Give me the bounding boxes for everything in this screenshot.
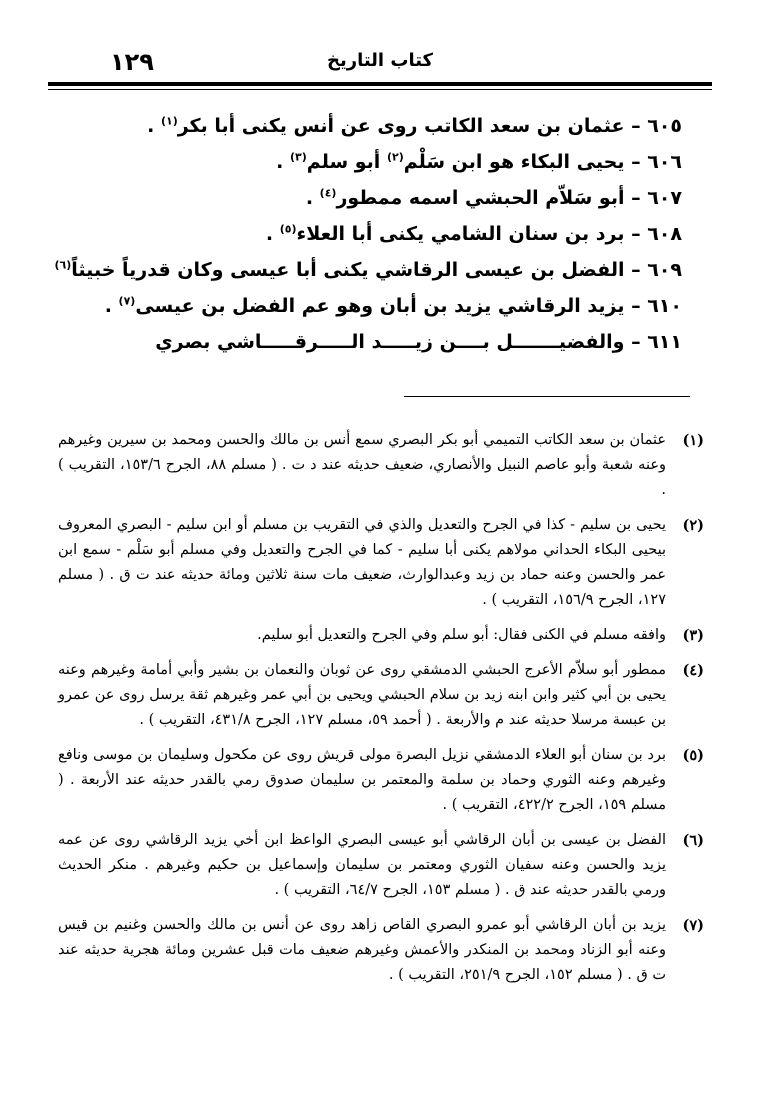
entry-608: ٦٠٨ – برد بن سنان الشامي يكنى أبا العلاء$^{(٥)}$ .	[265, 222, 682, 245]
footnote	[58, 428, 704, 503]
footnote-mark: (٦)	[682, 832, 704, 849]
footnote-text: عثمان بن سعد الكاتب التميمي أبو بكر البصري سمع أنس بن مالك والحسن ومحمد بن سيرين وغيرهم وعنه شعبة وأبو عاصم النبيل والأنصاري، ضعيف حديثه عند د ت . ( مسلم ٨٨، الجرح ١٥٣/٦، التقريب ) .	[58, 432, 666, 498]
header-rule-thick	[48, 82, 712, 86]
entry-606: ٦٠٦ – يحيى البكاء هو ابن سَلْم$^{(٢)}$ أبو سلم$^{(٣)}$ .	[276, 150, 682, 173]
footnote-text: يزيد بن أبان الرقاشي أبو عمرو البصري القاص زاهد روى عن أنس بن مالك والحسن وغنيم بن قيس وعنه أبو الزناد ومحمد بن المنكدر والأعمش وغيرهم ضعيف مات قبل عشرين ومائة هجرية حديثه عند ت ق . ( مسلم ١٥٢، الجرح ٢٥١/٩، التقريب ) .	[58, 917, 666, 983]
footnote-mark: (٥)	[682, 747, 704, 764]
entries-list	[54, 108, 682, 360]
footnote-text: ممطور أبو سلاّم الأعرج الحبشي الدمشقي روى عن ثوبان والنعمان بن بشير وأبي أمامة وغيرهم وعنه يحيى بن أبي كثير وابن ابنه زيد بن سلام الحبشي ويحيى بن أبي عمر وغيرهم ثقة يرسل روى عن عمرو بن عبسة مرسلا حديثه عند م والأربعة . ( أحمد ٥٩، مسلم ١٢٧، الجرح ٤٣١/٨، التقريب ) .	[58, 662, 666, 728]
entry-607: ٦٠٧ – أبو سَلاّم الحبشي اسمه ممطور$^{(٤)}$ .	[305, 186, 682, 209]
footnote	[58, 513, 704, 613]
footnote	[58, 913, 704, 988]
footnote-mark: (١)	[682, 432, 704, 449]
footnotes	[58, 428, 704, 998]
entry-610: ٦١٠ – يزيد الرقاشي يزيد بن أبان وهو عم الفضل بن عيسى$^{(٧)}$ .	[104, 294, 682, 317]
footnote-text: برد بن سنان أبو العلاء الدمشقي نزيل البصرة مولى قريش روى عن مكحول وسليمان بن موسى ونافع وغيرهم وعنه الثوري وحماد بن سلمة والمعتمر بن سليمان صدوق رمي بالقدر حديثه عند الأربعة . ( مسلم ١٥٩، الجرح ٤٢٢/٢، التقريب ) .	[58, 747, 666, 813]
footnote	[58, 828, 704, 903]
footnote-text: وافقه مسلم في الكنى فقال: أبو سلم وفي الجرح والتعديل أبو سليم.	[257, 627, 666, 643]
footnote-mark: (٧)	[682, 917, 704, 934]
book-title: كتاب التاريخ	[326, 50, 434, 71]
entry-605: ٦٠٥ – عثمان بن سعد الكاتب روى عن أنس يكنى أبا بكر$^{(١)}$ .	[147, 114, 682, 137]
header-rule-thin	[48, 89, 712, 90]
entry-611: ٦١١ – والفضيـــــــل بــــن زيـــــد الـــــرقـــــاشي بصري	[155, 331, 682, 353]
footnote	[58, 743, 704, 818]
footnote-mark: (٢)	[682, 517, 704, 534]
footnote	[58, 658, 704, 733]
footnote-text: يحيى بن سليم - كذا في الجرح والتعديل والذي في التقريب بن مسلم أو ابن سليم - البصري المعروف بيحيى البكاء الحداني مولاهم يكنى أبا سليم - كما في الجرح والتعديل وفي مسلم أبو سَلْم - سمع ابن عمر والحسن وعنه حماد بن زيد وعبدالوارث، ضعيف مات سنة ثلاثين ومائة حديثه عند ت ق . ( مسلم ١٢٧، الجرح ١٥٦/٩، التقريب ) .	[58, 517, 666, 608]
entry-609: ٦٠٩ – الفضل بن عيسى الرقاشي يكنى أبا عيسى وكان قدرياً خبيثاً$^{(٦)}$	[54, 258, 682, 281]
footnote-mark: (٣)	[682, 627, 704, 644]
footnote-text: الفضل بن عيسى بن أبان الرقاشي أبو عيسى البصري الواعظ ابن أخي يزيد الرقاشي روى عن عمه يزيد والحسن وعنه سفيان الثوري ومعتمر بن سليمان وإسماعيل بن حكيم وغيرهم . منكر الحديث ورمي بالقدر حديثه عند ق . ( مسلم ١٥٣، الجرح ٦٤/٧، التقريب ) .	[58, 832, 666, 898]
footnote-mark: (٤)	[682, 662, 704, 679]
footnote	[58, 623, 704, 648]
page-number: ١٢٩	[110, 48, 154, 76]
footnote-separator	[404, 396, 690, 397]
page-header	[48, 48, 712, 76]
